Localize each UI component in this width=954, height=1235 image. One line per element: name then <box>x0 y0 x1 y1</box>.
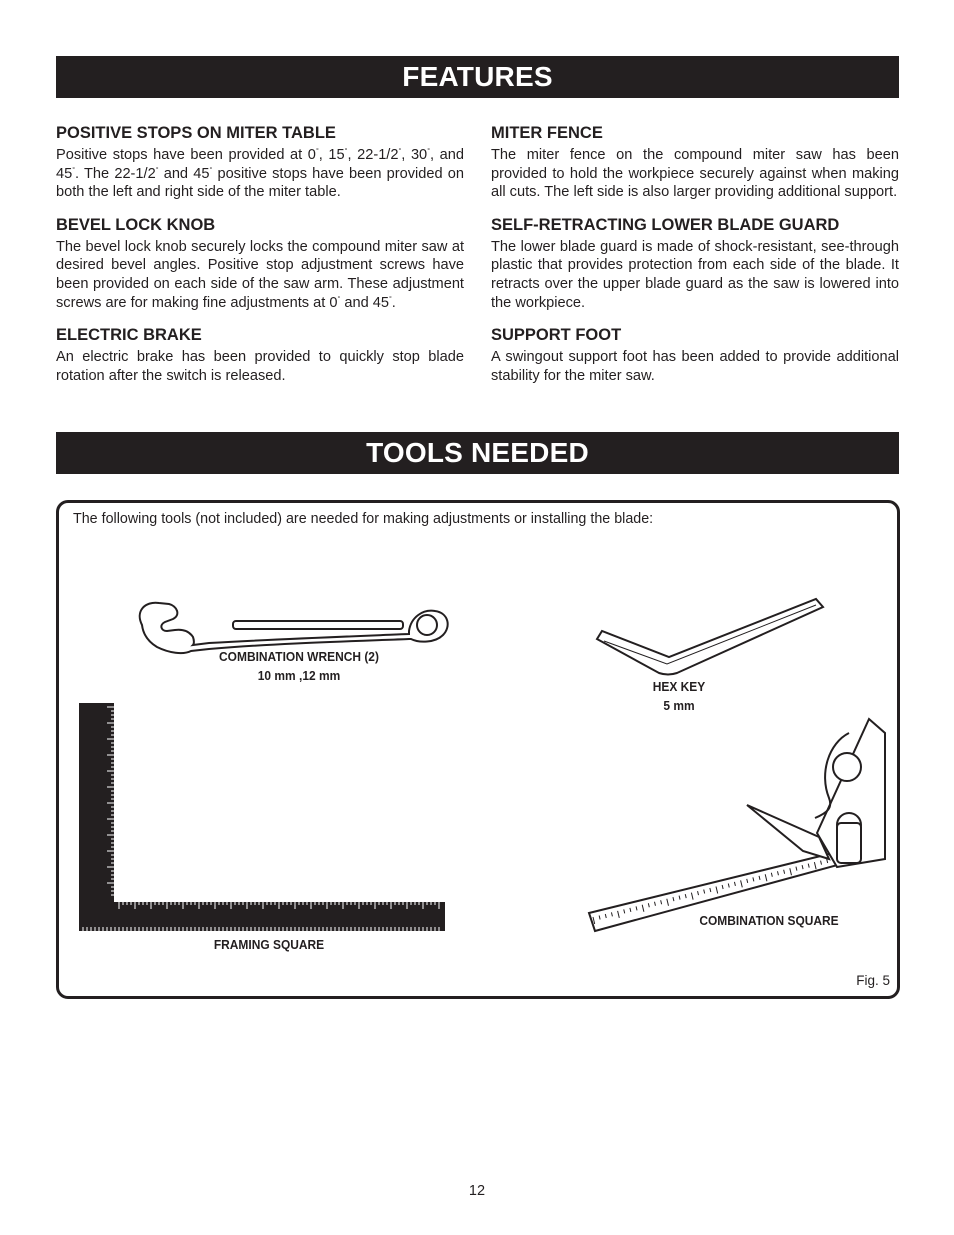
feature-body: Positive stops have been provided at 0°, 15°, 22-1/2°, 30°, and 45°. The 22-1/2° and 45° positive stops have been provided on both the left and right side of the miter table. <box>56 147 464 201</box>
wrench-caption <box>207 647 391 685</box>
features-banner: FEATURES <box>56 56 899 98</box>
figure-label: Fig. 5 <box>856 973 890 988</box>
framing-square-icon <box>79 703 445 931</box>
combination-square-caption: COMBINATION SQUARE <box>699 913 839 928</box>
feature-body: The miter fence on the compound miter saw has been provided to hold the workpiece securely against when making all cuts. The left side is also larger providing additional support. <box>491 147 899 201</box>
tools-figure-box <box>56 500 900 999</box>
page-number: 12 <box>468 1183 486 1199</box>
feature-body: The bevel lock knob securely locks the compound miter saw at desired bevel angles. Positive stop adjustment screws have been provided on each side of the saw arm. These adjustment screws are for making fine adjustments at 0° and 45°. <box>56 238 464 311</box>
hex-key-icon <box>597 599 823 675</box>
feature-heading: SELF-RETRACTING LOWER BLADE GUARD <box>491 215 840 234</box>
wrench-sizes: 10 mm ,12 mm <box>257 668 341 683</box>
feature-heading: ELECTRIC BRAKE <box>56 326 202 345</box>
hex-key-size: 5 mm <box>663 698 695 713</box>
wrench-name: COMBINATION WRENCH (2) <box>219 649 379 664</box>
feature-body: The lower blade guard is made of shock-resistant, see-through plastic that provides protection from each side of the blade. It retracts over the upper blade guard as the saw is lowered into the workpiece. <box>491 238 899 311</box>
hex-key-caption <box>633 677 725 715</box>
features-left-column <box>56 123 464 398</box>
feature-heading: POSITIVE STOPS ON MITER TABLE <box>56 124 336 142</box>
feature-body: An electric brake has been provided to quickly stop blade rotation after the switch is released. <box>56 349 464 384</box>
tools-intro: The following tools (not included) are needed for making adjustments or installing the blade: <box>73 511 654 527</box>
feature-heading: MITER FENCE <box>491 124 603 142</box>
feature-heading: SUPPORT FOOT <box>491 326 622 345</box>
combination-wrench-icon <box>140 603 448 653</box>
feature-heading: BEVEL LOCK KNOB <box>56 215 216 234</box>
hex-key-name: HEX KEY <box>652 679 706 694</box>
tools-needed-banner: TOOLS NEEDED <box>56 432 899 474</box>
features-right-column <box>491 123 899 398</box>
combination-square-icon <box>589 719 885 931</box>
feature-body: A swingout support foot has been added to provide additional stability for the miter saw. <box>491 349 899 384</box>
framing-square-caption: FRAMING SQUARE <box>213 937 325 952</box>
